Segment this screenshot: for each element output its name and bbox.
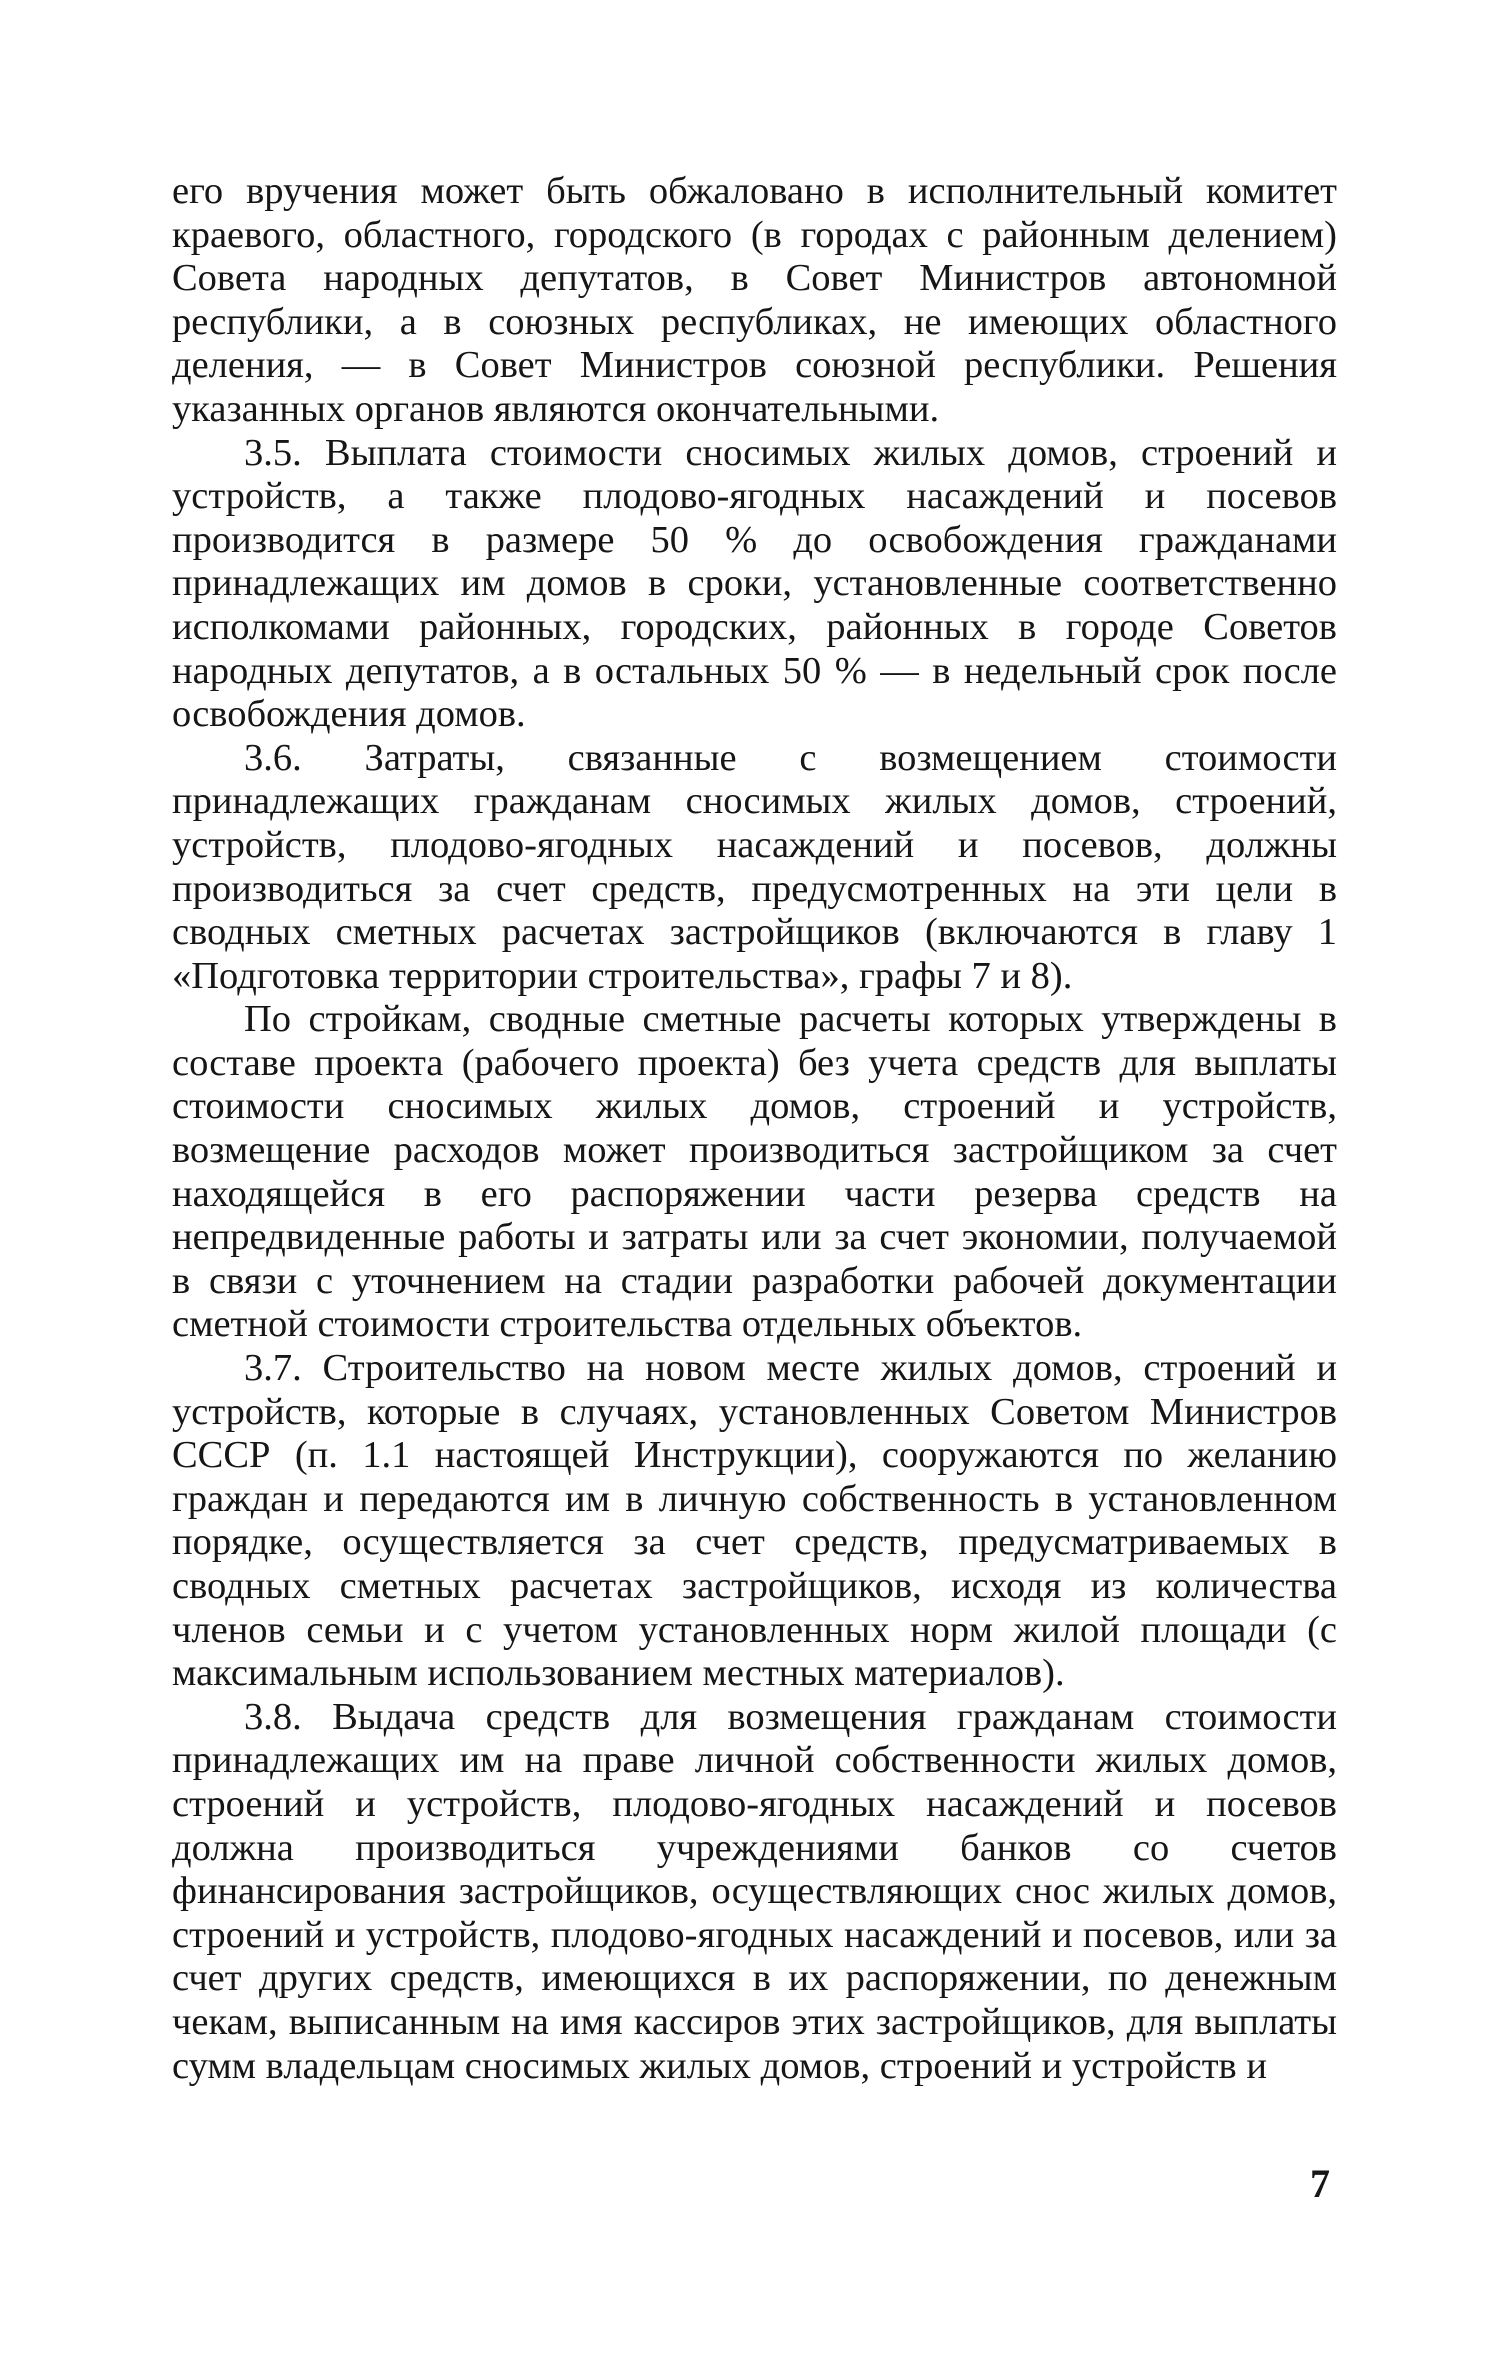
paragraph-3-6-continued: По стройкам, сводные сметные расчеты которых утверждены в составе проекта (рабочего проекта) без учета средств для выплаты стоимости сносимых жилых домов, строений и устройств, возмещение расходов может производиться застройщиком за счет находящейся в его распоряжении части резерва средств на непредвиденные работы и затраты или за счет экономии, получаемой в связи с уточнением на стадии разработки рабочей документации сметной стоимости строительства отдельных объектов. [172, 998, 1337, 1346]
document-body [172, 170, 1337, 2088]
paragraph-3-6: 3.6. Затраты, связанные с возмещением стоимости принадлежащих гражданам сносимых жилых домов, строений, устройств, плодово-ягодных насаждений и посевов, должны производиться за счет средств, предусмотренных на эти цели в сводных сметных расчетах застройщиков (включаются в главу 1 «Подготовка территории строительства», графы 7 и 8). [172, 736, 1337, 997]
paragraph-3-7: 3.7. Строительство на новом месте жилых домов, строений и устройств, которые в случаях, установленных Советом Министров СССР (п. 1.1 настоящей Инструкции), сооружаются по желанию граждан и передаются им в личную собственность в установленном порядке, осуществляется за счет средств, предусматриваемых в сводных сметных расчетах застройщиков, исходя из количества членов семьи и с учетом установленных норм жилой площади (с максимальным использованием местных материалов). [172, 1347, 1337, 1695]
paragraph-3-5: 3.5. Выплата стоимости сносимых жилых домов, строений и устройств, а также плодово-ягодных насаждений и посевов производится в размере 50 % до освобождения гражданами принадлежащих им домов в сроки, установленные соответственно исполкомами районных, городских, районных в городе Советов народных депутатов, а в остальных 50 % — в недельный срок после освобождения домов. [172, 431, 1337, 736]
paragraph-appeal-continuation: его вручения может быть обжаловано в исполнительный комитет краевого, областного, городского (в городах с районным делением) Совета народных депутатов, в Совет Министров автономной республики, а в союзных республиках, не имеющих областного деления, — в Совет Министров союзной республики. Решения указанных органов являются окончательными. [172, 170, 1337, 430]
paragraph-3-8: 3.8. Выдача средств для возмещения гражданам стоимости принадлежащих им на праве личной собственности жилых домов, строений и устройств, плодово-ягодных насаждений и посевов должна производиться учреждениями банков со счетов финансирования застройщиков, осуществляющих снос жилых домов, строений и устройств, плодово-ягодных насаждений и посевов, или за счет других средств, имеющихся в их распоряжении, по денежным чекам, выписанным на имя кассиров этих застройщиков, для выплаты сумм владельцам сносимых жилых домов, строений и устройств и [172, 1695, 1337, 2087]
page-number: 7 [1310, 2161, 1330, 2206]
